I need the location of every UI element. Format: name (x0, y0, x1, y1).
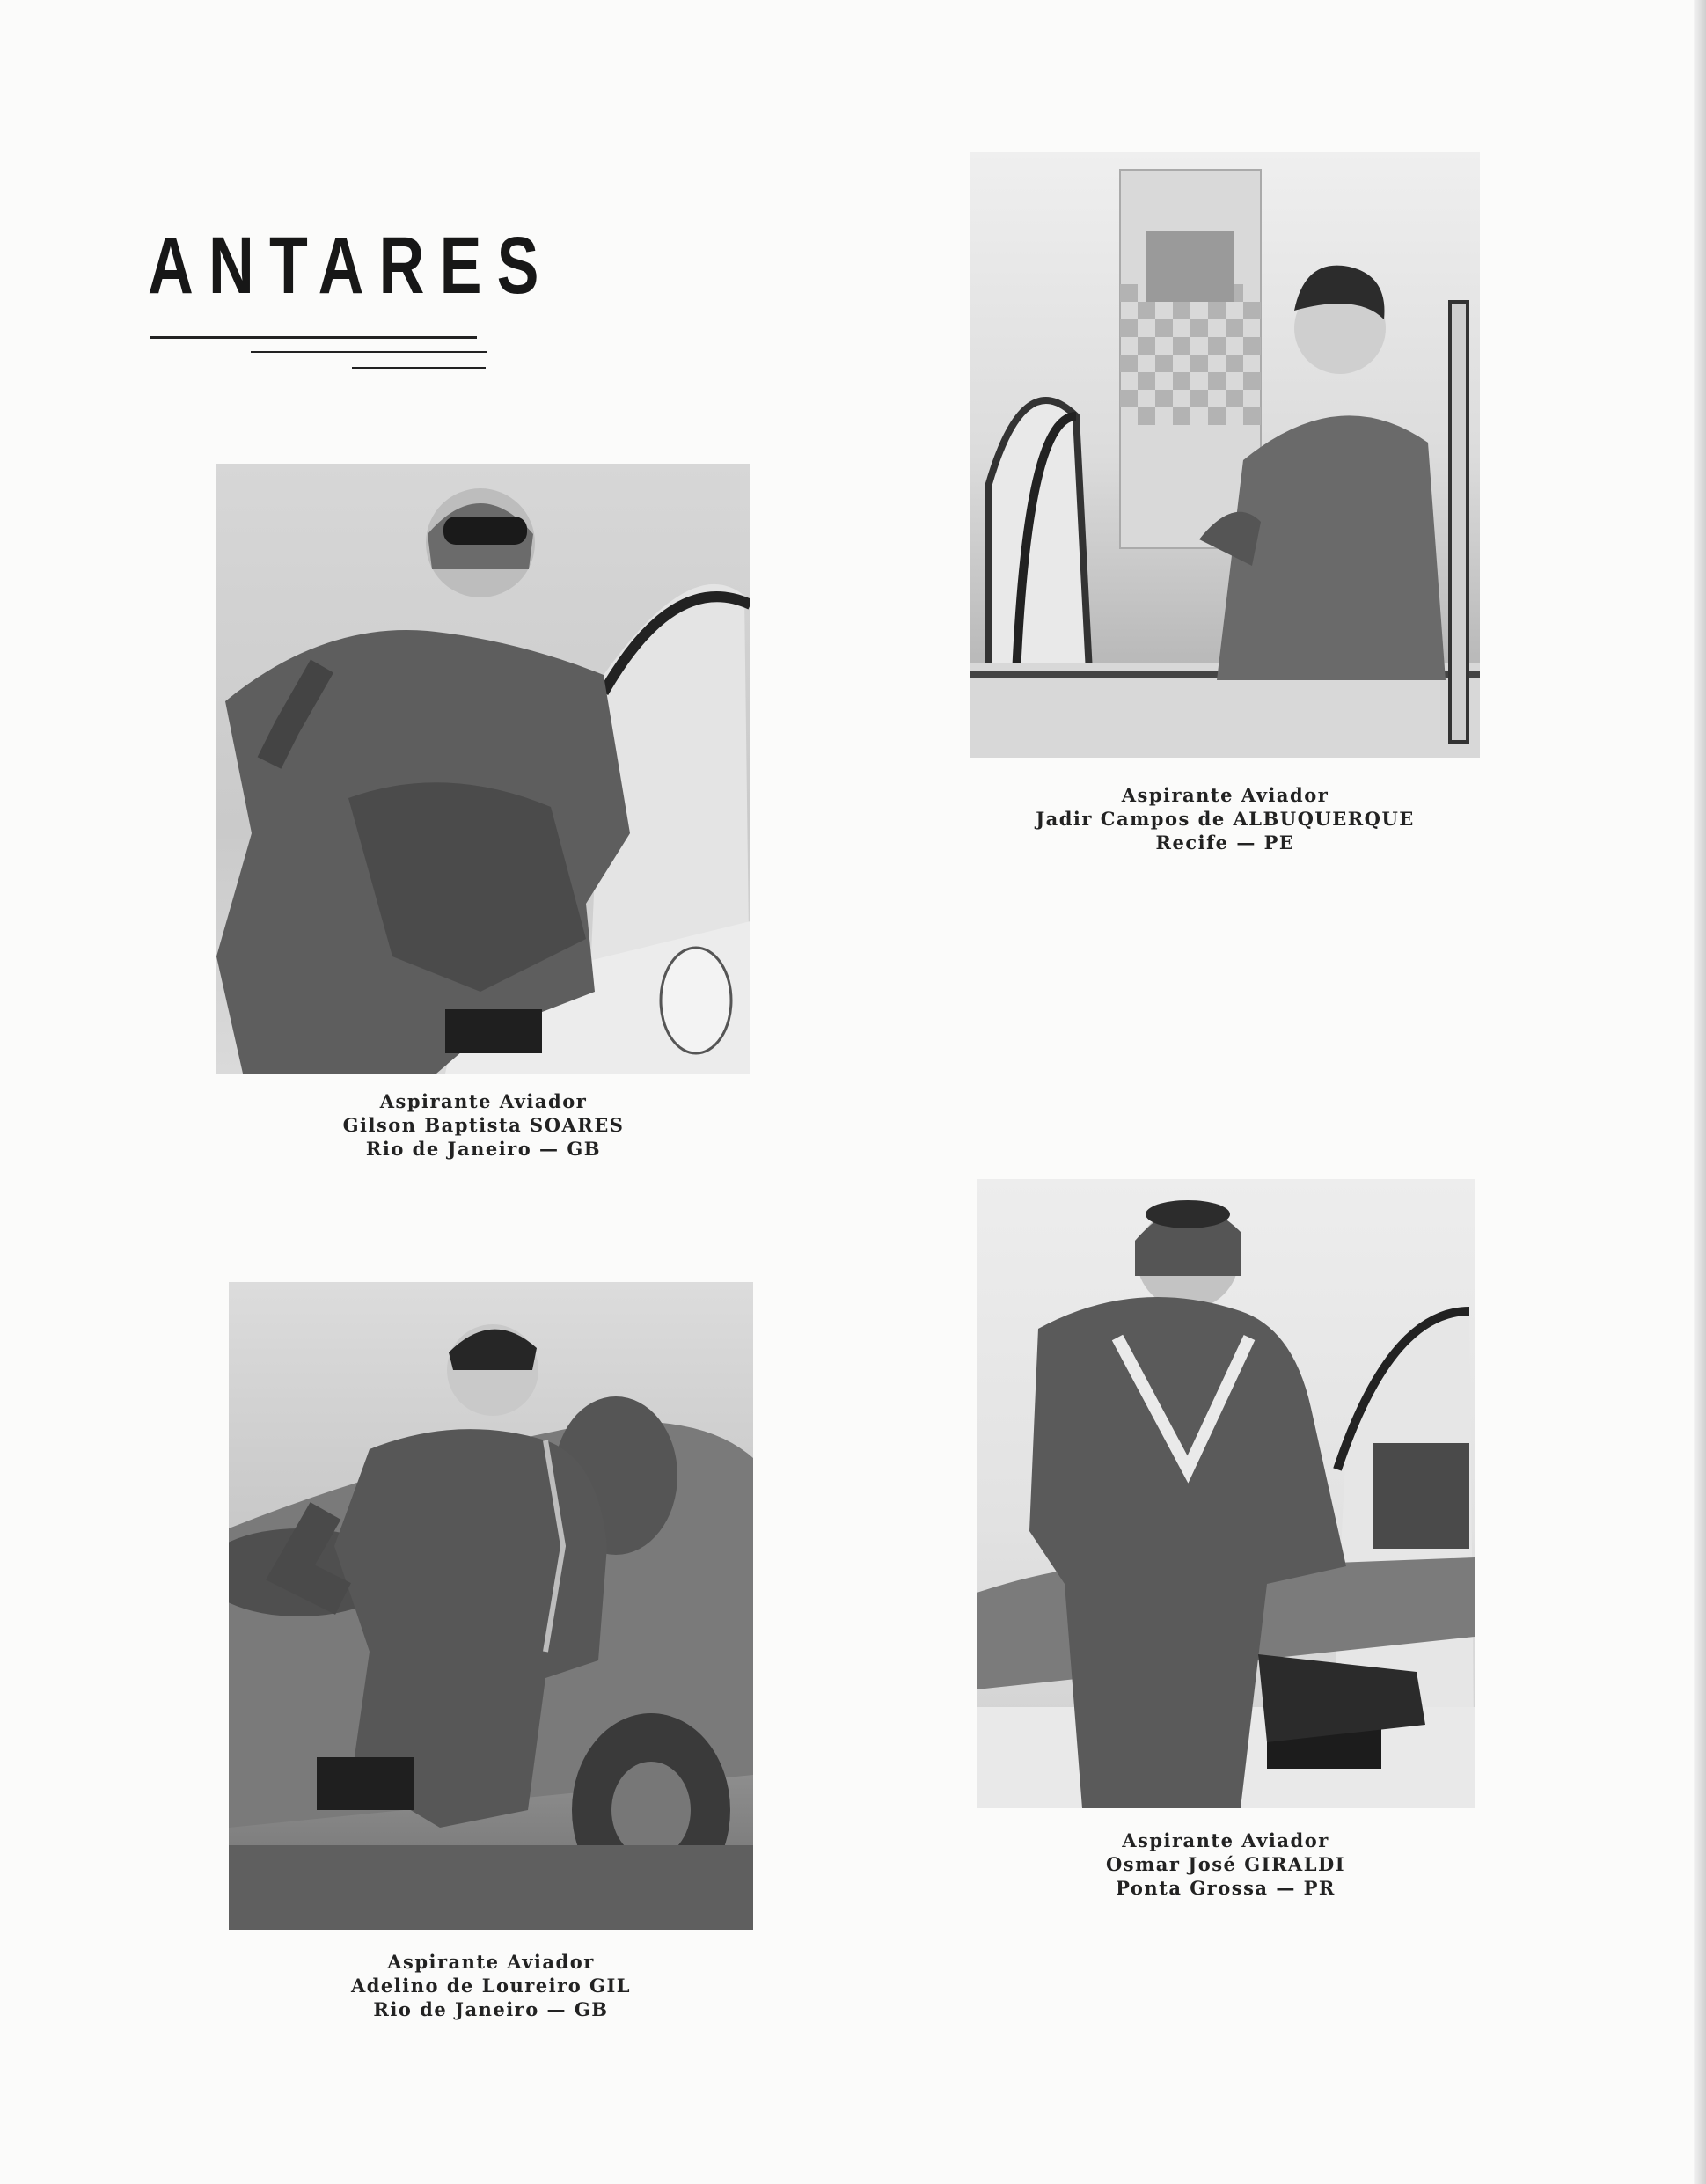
caption-origin: Recife — PE (1155, 832, 1295, 854)
cadet-photo-gil (229, 1282, 753, 1930)
cadet-photo-giraldi (977, 1179, 1475, 1808)
caption-gil (229, 1950, 753, 2021)
caption-rank: Aspirante Aviador (387, 1951, 595, 1973)
caption-name: Gilson Baptista SOARES (342, 1114, 625, 1136)
caption-giraldi (977, 1829, 1475, 1900)
cadet-photo-albuquerque (970, 152, 1480, 758)
page-edge (1694, 0, 1706, 2184)
caption-rank: Aspirante Aviador (379, 1090, 588, 1112)
title-rule-3 (352, 367, 486, 369)
caption-name: Jadir Campos de ALBUQUERQUE (1036, 808, 1415, 830)
title-rule-2 (251, 351, 487, 353)
caption-rank: Aspirante Aviador (1122, 1829, 1329, 1851)
caption-name: Osmar José GIRALDI (1105, 1853, 1346, 1875)
caption-origin: Ponta Grossa — PR (1116, 1877, 1336, 1899)
page-title: ANTARES (148, 221, 554, 311)
caption-albuquerque (970, 783, 1480, 854)
caption-origin: Rio de Janeiro — GB (365, 1138, 602, 1160)
cadet-photo-soares (216, 464, 750, 1074)
caption-origin: Rio de Janeiro — GB (373, 1998, 609, 2020)
caption-rank: Aspirante Aviador (1121, 784, 1329, 806)
caption-name: Adelino de Loureiro GIL (350, 1975, 632, 1997)
title-rule-1 (150, 336, 477, 339)
caption-soares (216, 1089, 750, 1161)
